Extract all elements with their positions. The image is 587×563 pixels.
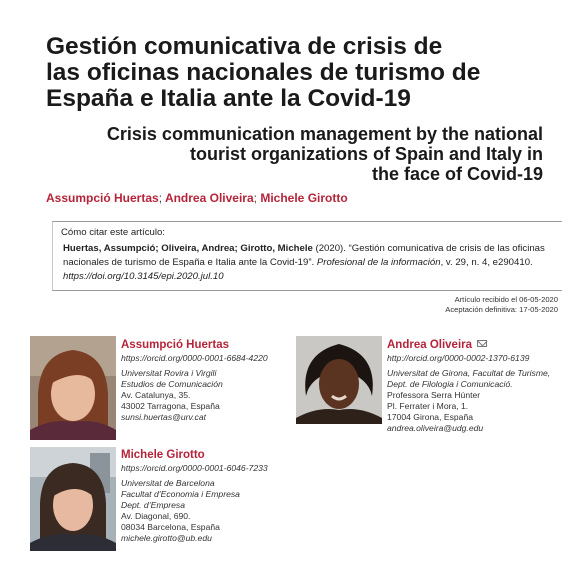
author-name: Assumpció Huertas — [121, 339, 230, 351]
author-name-with-mail — [387, 338, 567, 353]
author-block-huertas — [121, 338, 291, 423]
orcid-link[interactable]: https://orcid.org/0000-0001-6046-7233 — [121, 463, 268, 473]
email-link[interactable]: michele.girotto@ub.edu — [121, 533, 212, 543]
author-name: Michele Girotto — [121, 449, 205, 461]
author-photo-huertas — [30, 336, 116, 440]
authors-line — [46, 191, 348, 205]
title-es-line: Gestión comunicativa de crisis de — [46, 33, 443, 60]
affiliation-line: Facultat d’Economia i Empresa — [121, 489, 240, 499]
citation-journal: Profesional de la información — [316, 257, 441, 268]
address-line: 17004 Girona, España — [387, 412, 474, 422]
affiliation-line: Dept. d’Empresa — [121, 500, 186, 510]
author-photo-oliveira — [296, 336, 382, 424]
citation-volume: , v. 29, n. 4, e290410. — [440, 257, 533, 268]
author-photo-girotto — [30, 447, 116, 551]
mail-icon[interactable] — [477, 340, 487, 347]
author-name: Andrea Oliveira — [387, 339, 473, 351]
affiliation-line: Estudios de Comunicación — [121, 379, 223, 389]
title-es-line: las oficinas nacionales de turismo de — [46, 59, 481, 86]
citation-title: “Gestión comunicativa de crisis de las oficinas nacionales de turismo de España e Italia ante la Covid-19”. — [63, 243, 545, 268]
title-en-line: Crisis communication management by the national — [106, 124, 543, 144]
title-en-line: the face of Covid-19 — [371, 164, 543, 184]
affiliation-line: Universitat Rovira i Virgili — [121, 368, 217, 378]
email-link[interactable]: andrea.oliveira@udg.edu — [387, 423, 484, 433]
citation-authors: Huertas, Assumpció; Oliveira, Andrea; Girotto, Michele — [63, 243, 313, 254]
citation-box — [52, 221, 562, 291]
author-photo-image — [296, 336, 382, 424]
email-link[interactable]: sunsi.huertas@urv.cat — [121, 412, 206, 422]
title-es-line: España e Italia ante la Covid-19 — [46, 85, 411, 112]
author-photo-image — [30, 336, 116, 440]
citation-text — [61, 242, 562, 270]
author-name[interactable]: Andrea Oliveira — [164, 191, 254, 205]
citation-header: Cómo citar este artículo: — [61, 227, 165, 238]
citation-doi-link[interactable]: https://doi.org/10.3145/epi.2020.jul.10 — [63, 271, 224, 282]
article-dates — [445, 295, 558, 315]
title-en-line: tourist organizations of Spain and Italy in — [189, 144, 543, 164]
orcid-link[interactable]: https://orcid.org/0000-0001-6684-4220 — [121, 353, 268, 363]
author-name[interactable]: Michele Girotto — [260, 191, 348, 205]
address-line: 08034 Barcelona, España — [121, 522, 220, 532]
address-line: Professora Serra Húnter — [387, 390, 481, 400]
author-separator: ; — [253, 191, 257, 205]
article-title-english — [73, 124, 543, 184]
author-photo-image — [30, 447, 116, 551]
citation-year: (2020). — [312, 243, 349, 254]
address-line: 43002 Tarragona, España — [121, 401, 220, 411]
author-block-girotto — [121, 448, 291, 544]
address-line: Pl. Ferrater i Mora, 1. — [387, 401, 469, 411]
affiliation-line: Dept. de Filologia i Comunicació. — [387, 379, 513, 389]
accepted-date: Aceptación definitiva: 17-05-2020 — [445, 305, 558, 314]
affiliation-line: Universitat de Girona, Facultat de Turisme, — [387, 368, 551, 378]
address-line: Av. Catalunya, 35. — [121, 390, 191, 400]
article-title-spanish — [46, 34, 566, 112]
author-name[interactable]: Assumpció Huertas — [46, 191, 159, 205]
address-line: Av. Diagonal, 690. — [121, 511, 191, 521]
author-separator: ; — [158, 191, 163, 205]
orcid-link[interactable]: http://orcid.org/0000-0002-1370-6139 — [387, 353, 530, 363]
affiliation-line: Universitat de Barcelona — [121, 478, 215, 488]
author-block-oliveira — [387, 338, 567, 434]
received-date: Artículo recibido el 06-05-2020 — [454, 295, 558, 304]
